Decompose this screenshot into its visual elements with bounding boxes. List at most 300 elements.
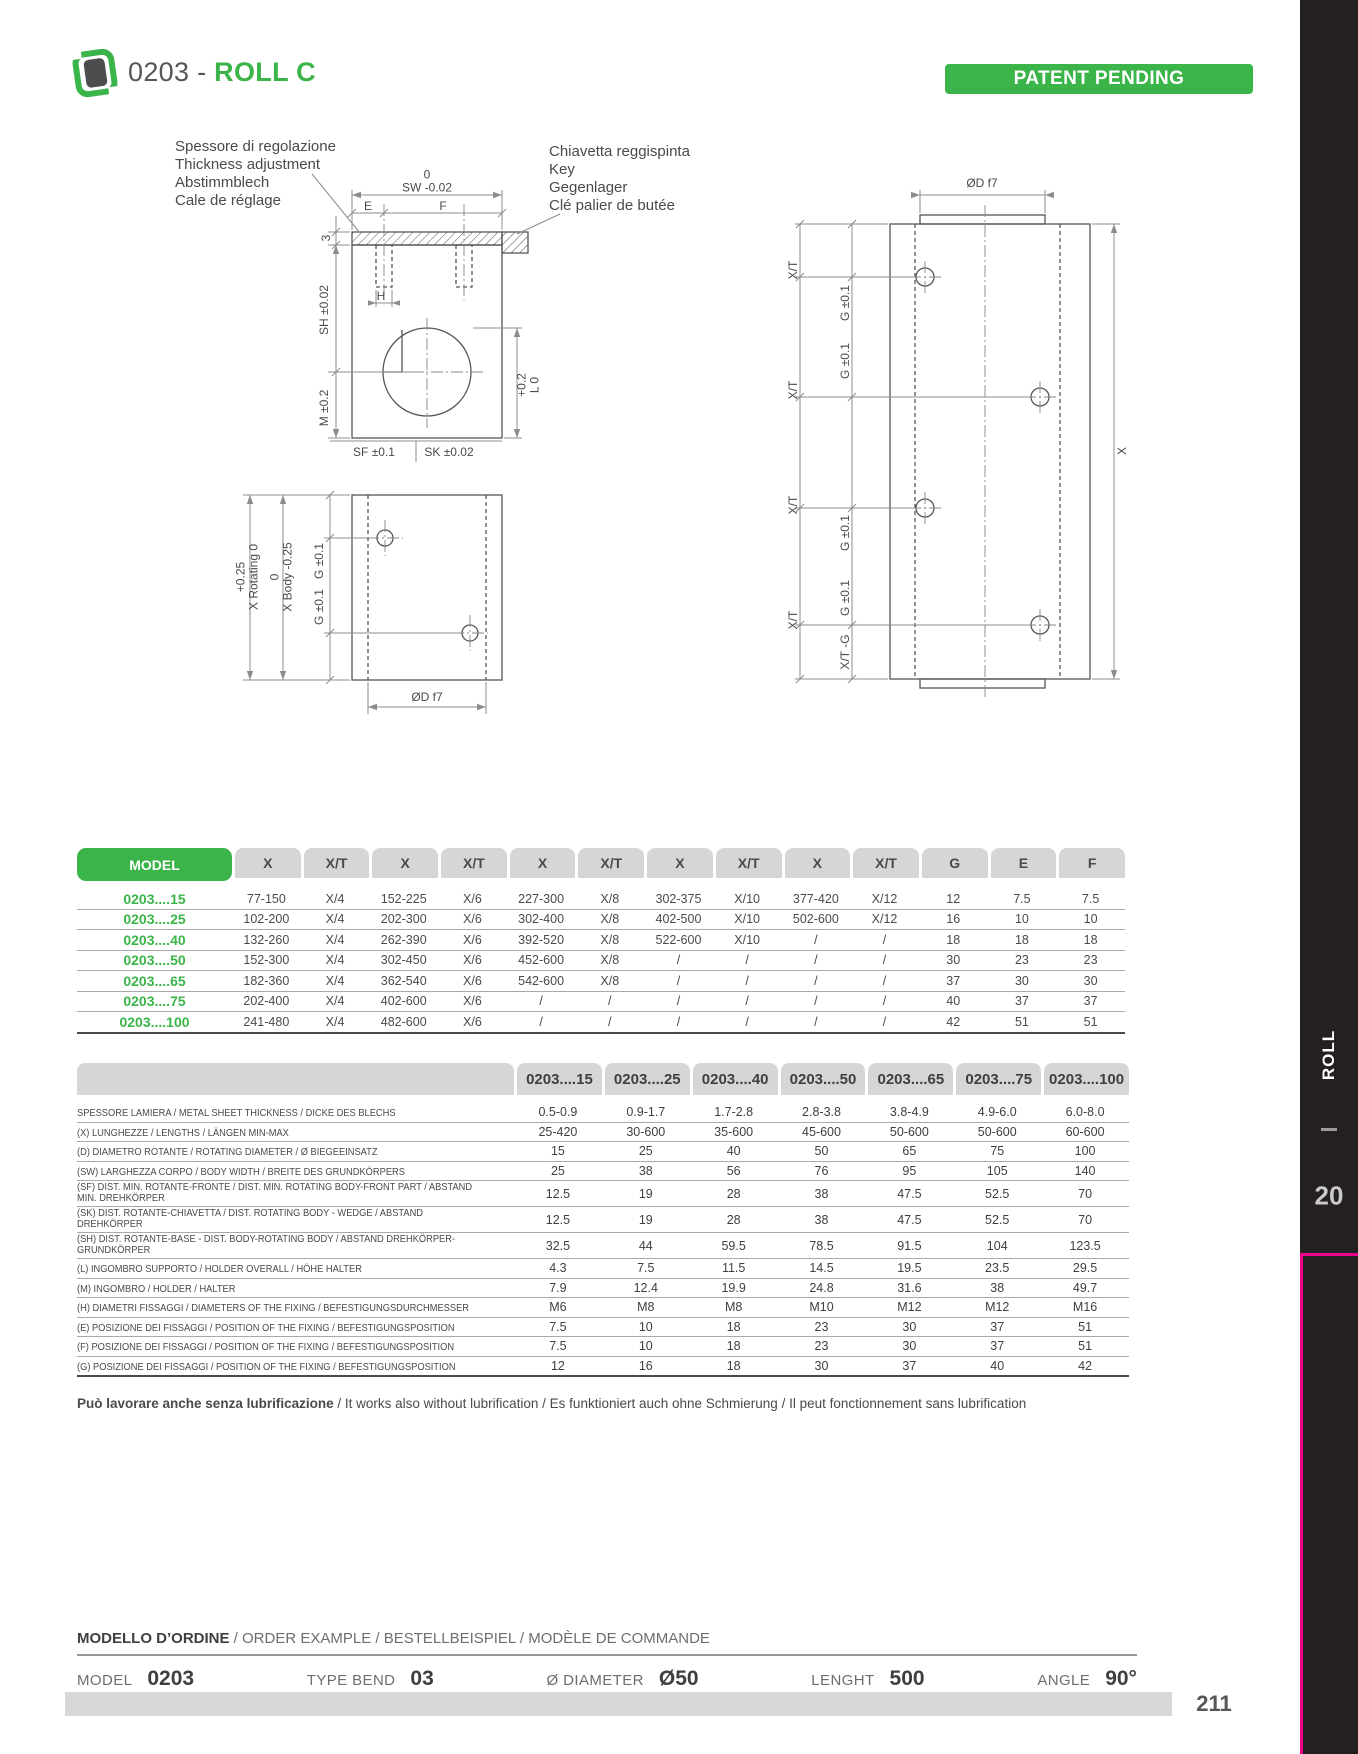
- value-cell: X/4: [325, 1014, 345, 1029]
- value-cell: /: [882, 994, 887, 1009]
- value-cell: /: [814, 932, 818, 947]
- note-rest: / It works also without lubrification / Es funktioniert auch ohne Schmierung / Il peut fonctionnement sans lubrification: [333, 1396, 1027, 1411]
- order-field-label: TYPE BEND: [306, 1672, 396, 1689]
- dim-xt-4: X/T: [785, 610, 800, 630]
- model-dimension-table: [77, 848, 1125, 1034]
- value-cell: 15: [550, 1144, 565, 1159]
- order-field-value: 03: [410, 1667, 434, 1690]
- value-cell: 202-400: [243, 994, 290, 1009]
- table-row: [77, 1232, 1129, 1258]
- value-cell: 51: [1014, 1014, 1029, 1029]
- dim-tolerance: +0.25: [233, 561, 248, 593]
- model-name: 0203....65: [123, 972, 186, 989]
- value-cell: 10: [1014, 912, 1029, 927]
- column-header: X: [235, 848, 301, 878]
- value-cell: 152-225: [380, 891, 427, 906]
- lubrication-note: [77, 1396, 1026, 1411]
- dim-f: F: [439, 198, 447, 213]
- dim-xt-1: X/T: [785, 260, 800, 280]
- value-cell: 45-600: [802, 1124, 841, 1139]
- value-cell: 10: [638, 1339, 653, 1354]
- value-cell: 50: [814, 1144, 829, 1159]
- value-cell: 44: [638, 1238, 653, 1253]
- row-label: [77, 1123, 514, 1142]
- callout-line: Clé palier de butée: [549, 197, 675, 214]
- order-field-label: ANGLE: [1037, 1672, 1091, 1689]
- model-name: 0203....100: [119, 1013, 190, 1030]
- order-field-value: Ø50: [658, 1667, 699, 1690]
- dim-sh: SH ±0.02: [316, 285, 331, 335]
- table-row: [77, 929, 1125, 950]
- value-cell: 18: [726, 1358, 741, 1373]
- value-cell: 7.9: [549, 1280, 567, 1295]
- value-cell: /: [539, 994, 543, 1009]
- value-cell: 482-600: [380, 1014, 427, 1029]
- column-header: X/T: [441, 848, 507, 878]
- footer-strip: [65, 1692, 1172, 1716]
- model-column-header: 0203....50: [781, 1063, 866, 1095]
- chapter-sidebar: [1300, 0, 1358, 1754]
- value-cell: 35-600: [714, 1124, 754, 1139]
- dim-tolerance: +0.2: [514, 373, 529, 397]
- value-cell: 132-260: [243, 932, 290, 947]
- sidebar-divider: [1321, 1128, 1337, 1131]
- column-header: X/T: [853, 848, 919, 878]
- spec-table-body: [77, 1103, 1129, 1377]
- value-cell: 24.8: [809, 1280, 834, 1295]
- value-cell: /: [814, 994, 818, 1009]
- page-number: 211: [1196, 1691, 1232, 1716]
- value-cell: 0.5-0.9: [538, 1105, 578, 1120]
- value-cell: X/10: [734, 932, 761, 947]
- value-cell: X/6: [463, 953, 482, 968]
- value-cell: M8: [637, 1300, 655, 1315]
- value-cell: X/6: [463, 912, 482, 927]
- value-cell: X/4: [325, 932, 345, 947]
- value-cell: X/8: [600, 891, 620, 906]
- dim-g-right-2: G ±0.1: [837, 343, 852, 379]
- row-label-text: SPESSORE LAMIERA / METAL SHEET THICKNESS / DICKE DES BLECHS: [77, 1108, 396, 1119]
- value-cell: 12: [550, 1358, 565, 1373]
- value-cell: 377-420: [792, 891, 839, 906]
- dim-g-right-1: G ±0.1: [837, 285, 852, 321]
- value-cell: 56: [726, 1163, 741, 1178]
- value-cell: X/4: [325, 912, 345, 927]
- patent-pending-badge: PATENT PENDING: [945, 64, 1253, 94]
- model-column-header: MODEL: [77, 848, 232, 881]
- row-label: [77, 1337, 514, 1356]
- order-field-label: LENGHT: [811, 1672, 875, 1689]
- dim-xt-2: X/T: [785, 380, 800, 400]
- dim-tolerance: 0: [267, 573, 282, 581]
- value-cell: X/8: [600, 973, 620, 988]
- order-field-label: Ø DIAMETER: [546, 1672, 644, 1689]
- value-cell: /: [745, 953, 749, 968]
- value-cell: 51: [1083, 1014, 1098, 1029]
- model-name: 0203....50: [123, 952, 186, 969]
- value-cell: 30: [946, 953, 961, 968]
- value-cell: 182-360: [243, 973, 290, 988]
- value-cell: 362-540: [380, 973, 427, 988]
- value-cell: 28: [726, 1186, 741, 1201]
- model-table-body: [77, 889, 1125, 1034]
- value-cell: 65: [902, 1144, 917, 1159]
- value-cell: /: [882, 1014, 887, 1029]
- thickness-adjustment-callout: [175, 138, 336, 210]
- value-cell: 51: [1078, 1319, 1093, 1334]
- row-label: [77, 1181, 514, 1206]
- value-cell: 38: [638, 1163, 653, 1178]
- column-header: X/T: [716, 848, 782, 878]
- order-field: [1037, 1667, 1137, 1691]
- order-example-title: [77, 1630, 1137, 1656]
- dim-od-bottom: ØD f7: [411, 689, 443, 704]
- product-name: ROLL C: [214, 57, 316, 87]
- dim-sw: [402, 169, 452, 194]
- value-cell: 302-375: [655, 891, 702, 906]
- value-cell: 6.0-8.0: [1065, 1105, 1105, 1120]
- value-cell: /: [676, 953, 681, 968]
- value-cell: 37: [902, 1358, 917, 1373]
- value-cell: 30-600: [626, 1124, 666, 1139]
- value-cell: 91.5: [897, 1238, 922, 1253]
- value-cell: X/6: [463, 994, 482, 1009]
- dim-value: X Rotating 0: [246, 543, 260, 611]
- value-cell: 16: [638, 1358, 653, 1373]
- row-label: [77, 1279, 514, 1298]
- callout-line: Cale de réglage: [175, 192, 281, 209]
- table-row: [77, 1103, 1129, 1122]
- table-row: [77, 1206, 1129, 1232]
- value-cell: 18: [946, 932, 961, 947]
- value-cell: 23: [814, 1319, 829, 1334]
- value-cell: X/4: [325, 973, 345, 988]
- value-cell: 23: [814, 1339, 829, 1354]
- row-label-text: (F) POSIZIONE DEI FISSAGGI / POSITION OF THE FIXING / BEFESTIGUNGSPOSITION: [77, 1342, 455, 1353]
- value-cell: 105: [986, 1163, 1008, 1178]
- dim-g-left-2: G ±0.1: [311, 589, 326, 625]
- table-row: [77, 1278, 1129, 1298]
- model-name: 0203....15: [123, 890, 186, 907]
- value-cell: 19: [638, 1186, 653, 1201]
- value-cell: 23: [1083, 953, 1098, 968]
- callout-line: Gegenlager: [549, 179, 628, 196]
- model-column-header: 0203....40: [693, 1063, 778, 1095]
- column-header: X: [510, 848, 576, 878]
- value-cell: 37: [1014, 994, 1029, 1009]
- value-cell: 51: [1078, 1339, 1093, 1354]
- table-row: [77, 1297, 1129, 1317]
- row-label-text: (H) DIAMETRI FISSAGGI / DIAMETERS OF THE FIXING / BEFESTIGUNGSDURCHMESSER: [77, 1303, 470, 1314]
- row-label-text: (X) LUNGHEZZE / LENGTHS / LÄNGEN MIN-MAX: [77, 1127, 289, 1139]
- order-field-value: 90°: [1105, 1667, 1137, 1690]
- value-cell: M8: [724, 1300, 743, 1315]
- value-cell: 542-600: [518, 973, 565, 988]
- value-cell: 12.5: [545, 1212, 571, 1227]
- table-row: [77, 1336, 1129, 1356]
- table-row: [77, 1122, 1129, 1142]
- dim-sk: SK ±0.02: [424, 444, 474, 459]
- value-cell: 12.4: [633, 1280, 658, 1295]
- table-row: [77, 1258, 1129, 1278]
- row-label-text: (SF) DIST. MIN. ROTANTE-FRONTE / DIST. MIN. ROTATING BODY-FRONT PART / ABSTAND MIN. DREHKÖRPER: [77, 1182, 473, 1204]
- value-cell: 262-390: [380, 932, 427, 947]
- value-cell: /: [745, 994, 749, 1009]
- value-cell: 31.6: [897, 1280, 922, 1295]
- value-cell: 12: [946, 891, 961, 906]
- value-cell: 202-300: [380, 912, 427, 927]
- value-cell: 40: [990, 1358, 1005, 1373]
- value-cell: 23.5: [985, 1261, 1010, 1276]
- value-cell: 52.5: [985, 1212, 1010, 1227]
- order-field-label: MODEL: [77, 1672, 133, 1689]
- value-cell: X/6: [463, 932, 482, 947]
- row-label-text: (L) INGOMBRO SUPPORTO / HOLDER OVERALL / HÖHE HALTER: [77, 1264, 362, 1275]
- value-cell: 522-600: [655, 932, 702, 947]
- order-title-bold: MODELLO D’ORDINE: [77, 1630, 230, 1647]
- brand-logo-icon: [70, 48, 120, 98]
- dim-od-top: ØD f7: [966, 175, 998, 190]
- table-row: [77, 1356, 1129, 1376]
- table-row: [77, 1180, 1129, 1206]
- value-cell: 78.5: [809, 1238, 834, 1253]
- value-cell: X/12: [871, 891, 898, 906]
- value-cell: 402-500: [655, 912, 702, 927]
- value-cell: 3.8-4.9: [889, 1105, 929, 1120]
- value-cell: 40: [946, 994, 961, 1009]
- dim-value: SW -0.02: [401, 180, 453, 194]
- value-cell: X/4: [325, 953, 345, 968]
- row-label-text: (SH) DIST. ROTANTE-BASE - DIST. BODY-ROTATING BODY / ABSTAND DREHKÖRPER-GRUNDKÖRPER: [77, 1234, 456, 1256]
- value-cell: /: [814, 1014, 818, 1029]
- model-column-header: 0203....15: [517, 1063, 602, 1095]
- value-cell: 227-300: [518, 891, 565, 906]
- value-cell: X/6: [463, 891, 482, 906]
- specification-table: [77, 1063, 1129, 1377]
- dim-value: X Body -0.25: [280, 542, 294, 612]
- dim-sf: SF ±0.1: [353, 444, 395, 459]
- row-label: [77, 1259, 514, 1278]
- value-cell: 59.5: [721, 1238, 746, 1253]
- callout-line: Spessore di regolazione: [175, 138, 336, 155]
- value-cell: 2.8-3.8: [802, 1105, 841, 1120]
- value-cell: 0.9-1.7: [626, 1105, 666, 1120]
- callout-line: Abstimmblech: [175, 174, 270, 191]
- table-row: [77, 970, 1125, 991]
- value-cell: 42: [1078, 1358, 1093, 1373]
- value-cell: 30: [1083, 973, 1098, 988]
- table-row: [77, 1161, 1129, 1181]
- value-cell: 95: [902, 1163, 917, 1178]
- row-label: [77, 1298, 514, 1317]
- column-header: G: [922, 848, 988, 878]
- value-cell: X/4: [325, 994, 345, 1009]
- value-cell: 25: [638, 1144, 653, 1159]
- value-cell: X/8: [600, 912, 620, 927]
- value-cell: /: [745, 1014, 749, 1029]
- value-cell: 37: [1083, 994, 1098, 1009]
- value-cell: X/6: [463, 973, 482, 988]
- value-cell: X/4: [325, 891, 345, 906]
- column-header: E: [991, 848, 1057, 878]
- row-label: [77, 1162, 514, 1181]
- value-cell: 104: [986, 1238, 1008, 1253]
- value-cell: 60-600: [1065, 1124, 1105, 1139]
- dim-h: H: [376, 288, 386, 303]
- value-cell: /: [882, 973, 887, 988]
- model-column-header: 0203....75: [956, 1063, 1041, 1095]
- value-cell: 18: [1014, 932, 1029, 947]
- dim-m: M ±0.2: [316, 389, 331, 427]
- dim-xt-g: X/T -G: [837, 634, 852, 670]
- sidebar-chapter-number: 20: [1314, 1180, 1344, 1211]
- value-cell: 11.5: [721, 1261, 746, 1276]
- value-cell: 402-600: [380, 994, 427, 1009]
- value-cell: 49.7: [1072, 1280, 1098, 1295]
- row-label-text: (E) POSIZIONE DEI FISSAGGI / POSITION OF THE FIXING / BEFESTIGUNGSPOSITION: [77, 1322, 455, 1334]
- value-cell: 302-450: [380, 953, 427, 968]
- value-cell: 50-600: [889, 1124, 929, 1139]
- value-cell: 19.9: [721, 1280, 746, 1295]
- value-cell: 47.5: [897, 1212, 922, 1227]
- value-cell: /: [882, 953, 887, 968]
- value-cell: 42: [946, 1014, 961, 1029]
- value-cell: X/8: [600, 953, 620, 968]
- value-cell: 123.5: [1069, 1238, 1101, 1253]
- table-row: [77, 1141, 1129, 1161]
- model-column-header: 0203....25: [605, 1063, 690, 1095]
- value-cell: 18: [726, 1319, 741, 1334]
- model-name: 0203....75: [123, 993, 186, 1010]
- column-header: F: [1059, 848, 1125, 878]
- value-cell: 140: [1074, 1163, 1096, 1178]
- row-label: [77, 1103, 514, 1122]
- callout-line: Thickness adjustment: [175, 156, 321, 173]
- dim-g-left-1: G ±0.1: [311, 543, 326, 579]
- value-cell: 19: [638, 1212, 653, 1227]
- value-cell: M12: [897, 1300, 922, 1315]
- row-label-text: (G) POSIZIONE DEI FISSAGGI / POSITION OF THE FIXING / BEFESTIGUNGSPOSITION: [77, 1361, 456, 1373]
- table-row: [77, 889, 1125, 909]
- column-header: X/T: [304, 848, 370, 878]
- dim-value: L 0: [527, 376, 541, 394]
- corner-cell: [77, 1063, 514, 1095]
- value-cell: 70: [1078, 1212, 1093, 1227]
- order-field: [547, 1667, 699, 1691]
- table-row: [77, 950, 1125, 971]
- value-cell: 37: [990, 1319, 1005, 1334]
- value-cell: M10: [809, 1300, 834, 1315]
- value-cell: X/6: [463, 1014, 482, 1029]
- value-cell: /: [676, 973, 681, 988]
- table-row: [77, 1011, 1125, 1032]
- value-cell: 12.5: [545, 1186, 571, 1201]
- value-cell: 32.5: [545, 1238, 571, 1253]
- value-cell: 16: [946, 912, 961, 927]
- value-cell: 100: [1074, 1144, 1096, 1159]
- order-field-value: 0203: [147, 1667, 195, 1690]
- value-cell: M12: [985, 1300, 1010, 1315]
- value-cell: /: [745, 973, 749, 988]
- column-header: X: [785, 848, 851, 878]
- column-header: X: [372, 848, 438, 878]
- table-row: [77, 909, 1125, 930]
- value-cell: 70: [1078, 1186, 1093, 1201]
- value-cell: /: [676, 994, 681, 1009]
- value-cell: 10: [1083, 912, 1098, 927]
- value-cell: 302-400: [518, 912, 565, 927]
- value-cell: /: [814, 953, 818, 968]
- value-cell: 152-300: [243, 953, 290, 968]
- value-cell: /: [882, 932, 887, 947]
- value-cell: 25-420: [538, 1124, 578, 1139]
- row-label: [77, 1233, 514, 1258]
- order-title-rest: / ORDER EXAMPLE / BESTELLBEISPIEL / MODÈLE DE COMMANDE: [229, 1630, 710, 1647]
- value-cell: 37: [946, 973, 961, 988]
- value-cell: 77-150: [246, 891, 286, 906]
- value-cell: /: [814, 973, 818, 988]
- model-table-head: [77, 848, 1125, 878]
- value-cell: 18: [1083, 932, 1098, 947]
- value-cell: 4.3: [549, 1261, 567, 1276]
- value-cell: 7.5: [637, 1261, 655, 1276]
- value-cell: 38: [990, 1280, 1005, 1295]
- value-cell: 7.5: [1081, 891, 1100, 906]
- value-cell: 29.5: [1072, 1261, 1098, 1276]
- value-cell: 502-600: [792, 912, 839, 927]
- value-cell: X/10: [734, 912, 761, 927]
- dim-xt-3: X/T: [785, 495, 800, 515]
- row-label: [77, 1142, 514, 1161]
- model-name: 0203....40: [123, 931, 186, 948]
- note-bold: Può lavorare anche senza lubrificazione: [77, 1396, 334, 1411]
- value-cell: 38: [814, 1212, 829, 1227]
- column-header: X/T: [578, 848, 644, 878]
- value-cell: X/8: [600, 932, 620, 947]
- order-field: [811, 1667, 924, 1691]
- value-cell: 19.5: [897, 1261, 922, 1276]
- value-cell: 75: [990, 1144, 1005, 1159]
- dim-g-right-3: G ±0.1: [837, 515, 852, 551]
- value-cell: 241-480: [243, 1014, 290, 1029]
- callout-line: Key: [549, 161, 575, 178]
- value-cell: 38: [814, 1186, 829, 1201]
- value-cell: 7.5: [1013, 891, 1031, 906]
- value-cell: 30: [902, 1319, 917, 1334]
- table-row: [77, 1317, 1129, 1337]
- key-callout: [549, 143, 690, 215]
- value-cell: 7.5: [549, 1319, 567, 1334]
- value-cell: 37: [990, 1339, 1005, 1354]
- column-header: X: [647, 848, 713, 878]
- value-cell: 52.5: [985, 1186, 1010, 1201]
- value-cell: 76: [814, 1163, 829, 1178]
- row-label-text: (D) DIAMETRO ROTANTE / ROTATING DIAMETER / Ø BIEGEEINSATZ: [77, 1147, 378, 1158]
- dim-tolerance: 0: [423, 167, 431, 182]
- model-code: 0203 -: [128, 57, 215, 87]
- value-cell: 47.5: [897, 1186, 922, 1201]
- dim-x-body: [269, 542, 294, 611]
- value-cell: 10: [638, 1319, 653, 1334]
- value-cell: /: [676, 1014, 681, 1029]
- value-cell: 30: [1014, 973, 1029, 988]
- table-row: [77, 991, 1125, 1012]
- value-cell: M16: [1072, 1300, 1098, 1315]
- row-label-text: (SK) DIST. ROTANTE-CHIAVETTA / DIST. ROTATING BODY - WEDGE / ABSTAND DREHKÖRPER: [77, 1208, 424, 1230]
- value-cell: 4.9-6.0: [977, 1105, 1017, 1120]
- value-cell: X/12: [871, 912, 898, 927]
- value-cell: 392-520: [518, 932, 565, 947]
